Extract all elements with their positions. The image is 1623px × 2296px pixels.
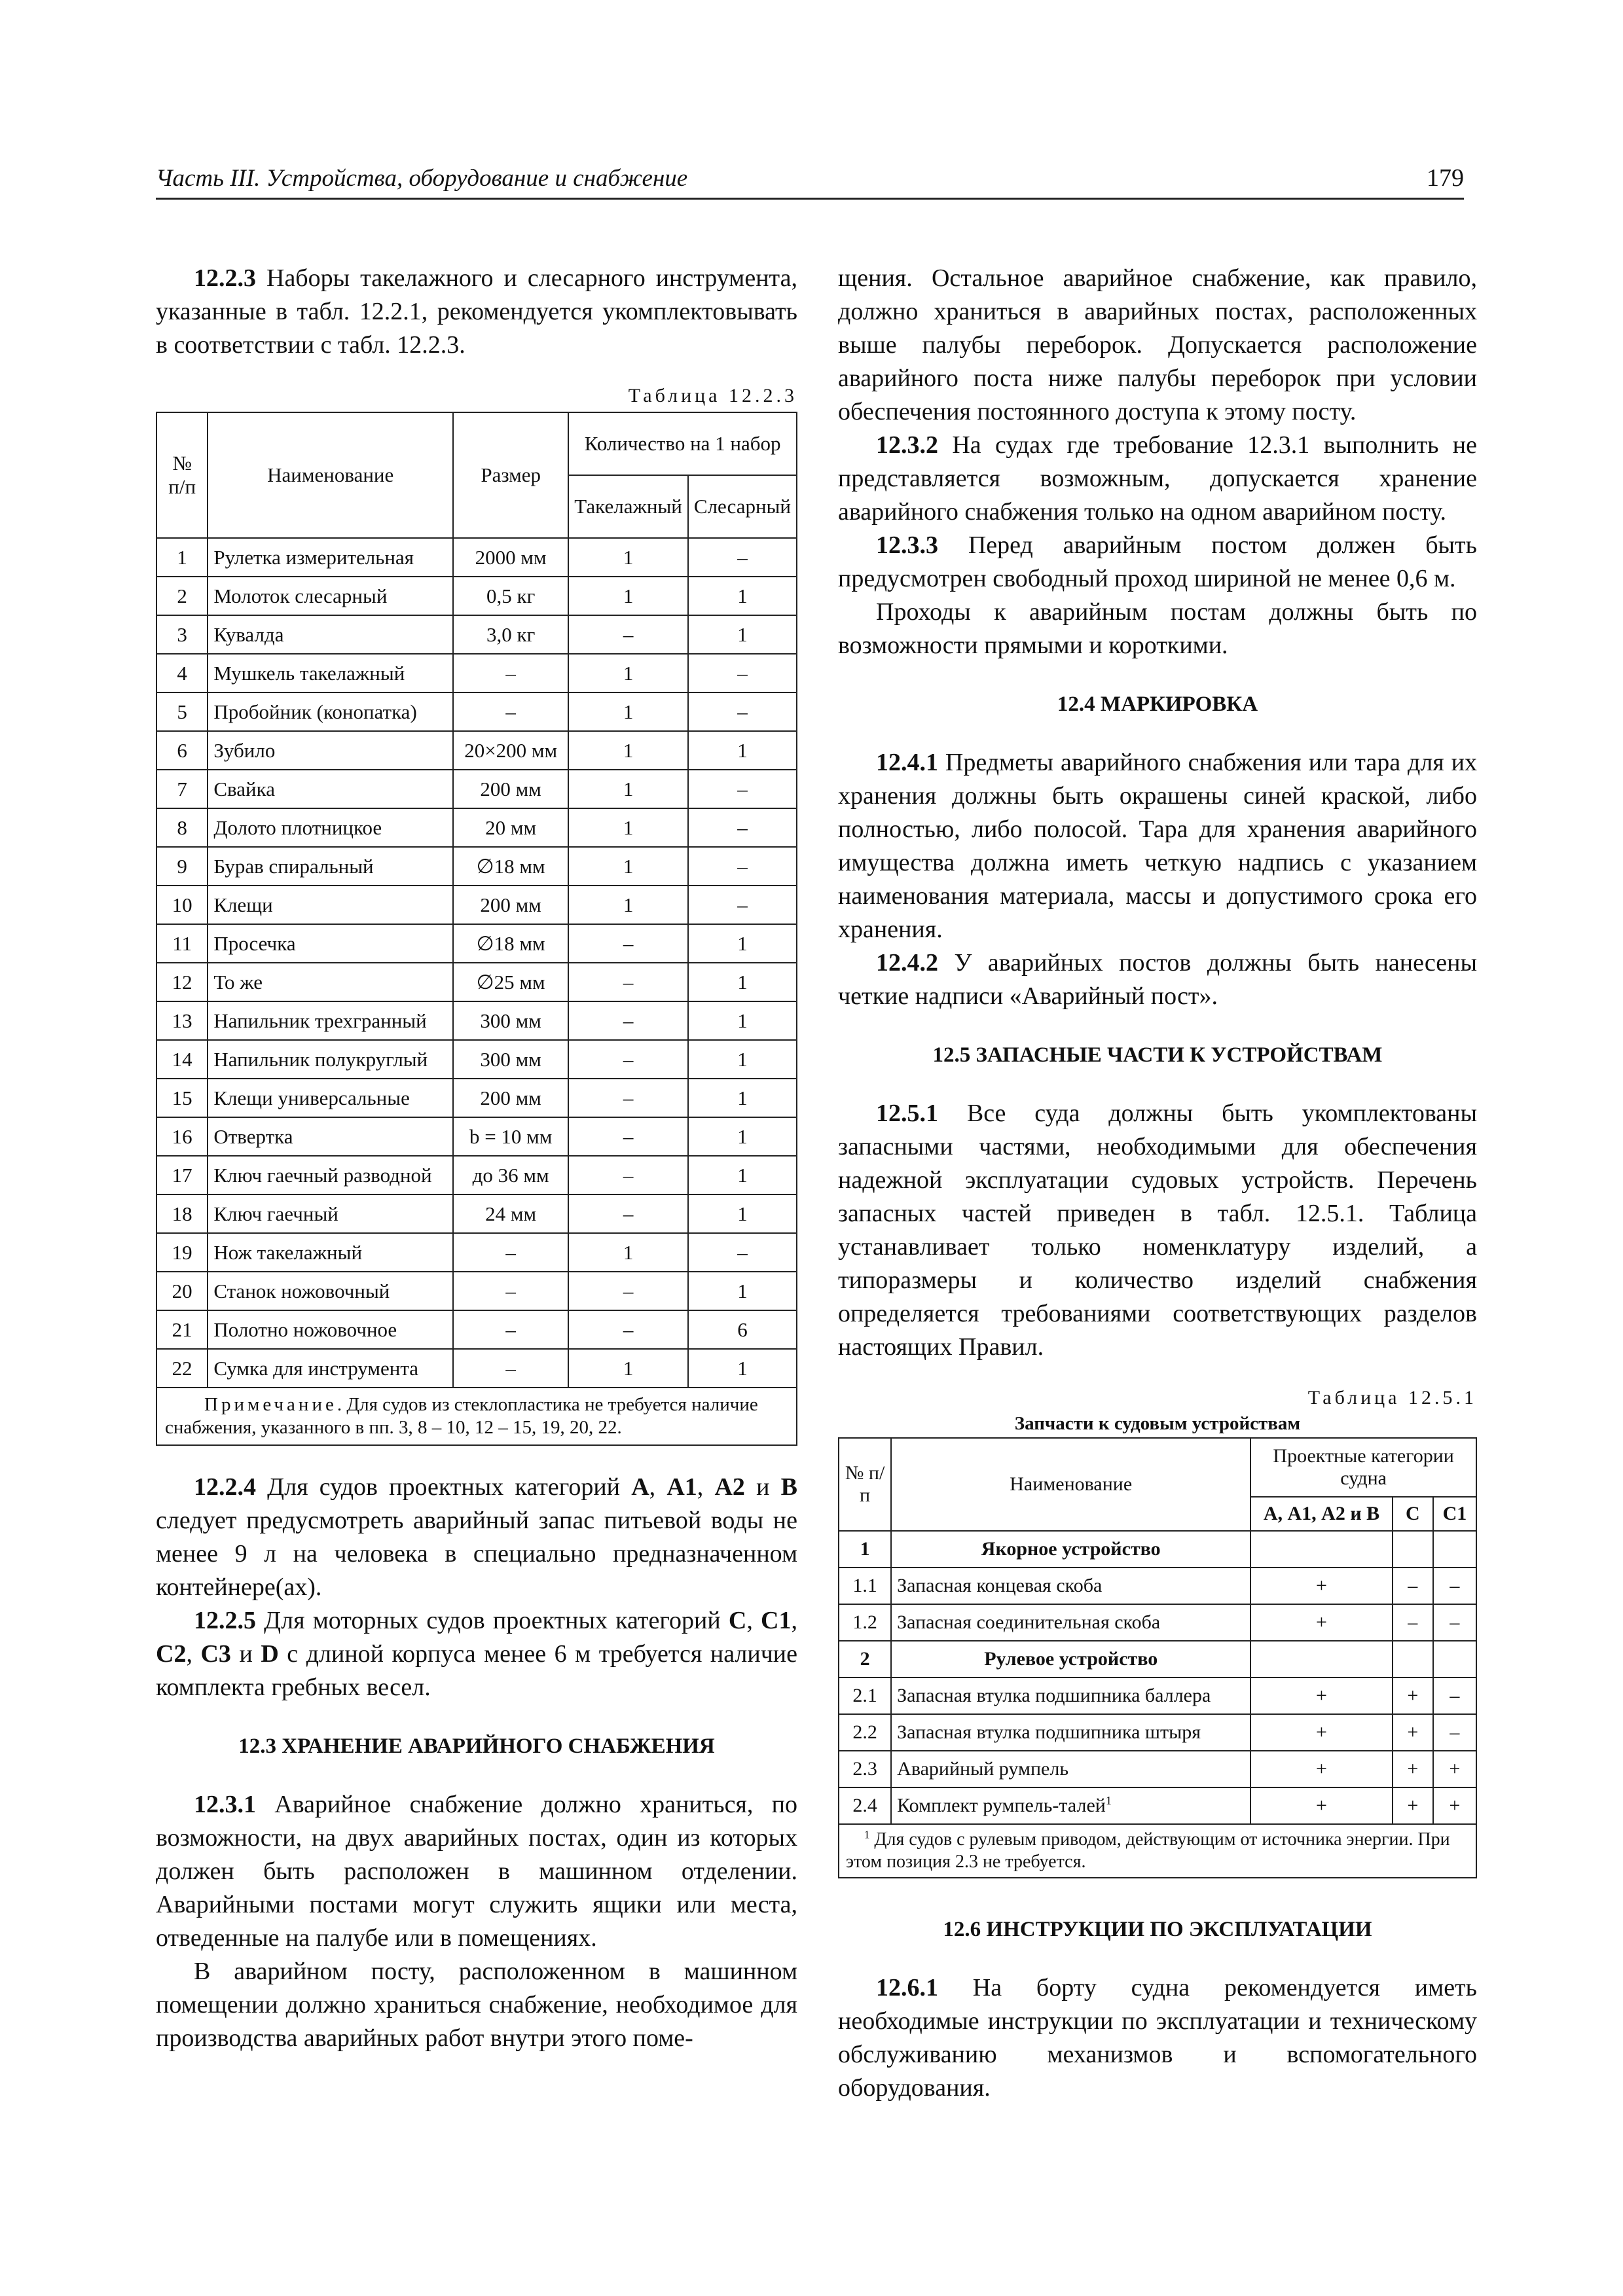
cell-rigging: 1 <box>568 1349 688 1388</box>
cell-size: ∅25 мм <box>453 963 568 1001</box>
paragraph-12-3-2 <box>838 429 1477 529</box>
page-number: 179 <box>1427 164 1464 192</box>
cell-name: Мушкель такелажный <box>208 654 453 692</box>
cell-size: ∅18 мм <box>453 847 568 886</box>
cell-num: 10 <box>156 886 208 924</box>
cell-locksmith: – <box>688 1233 797 1272</box>
footnote-mark: 1 <box>864 1828 870 1841</box>
header-categories: Проектные категории судна <box>1250 1438 1476 1497</box>
cell-rigging: 1 <box>568 886 688 924</box>
clause-number: 12.4.1 <box>876 749 938 776</box>
paragraph-12-6-1 <box>838 1971 1477 2105</box>
cell-size: b = 10 мм <box>453 1117 568 1156</box>
cell-cat-c: – <box>1393 1568 1433 1604</box>
table-row <box>156 1001 797 1040</box>
cell-size: – <box>453 654 568 692</box>
cell-name: Напильник трехгранный <box>208 1001 453 1040</box>
paragraph-12-3-1 <box>156 1788 797 1955</box>
cell-name: Молоток слесарный <box>208 577 453 615</box>
paragraph-12-2-3 <box>156 262 797 362</box>
cell-cat-c1: – <box>1433 1568 1476 1604</box>
running-header <box>156 157 1464 200</box>
table-row <box>156 731 797 770</box>
cell-locksmith: – <box>688 654 797 692</box>
note-text: . Для судов из стеклопластика не требуется наличие снабжения, указанного в пп. 3, 8 – 10, 12 – 15, 19, 20, 22. <box>165 1394 758 1438</box>
table-12-5-1-note <box>839 1824 1476 1878</box>
cell-name: Долото плотницкое <box>208 808 453 847</box>
header-name: Наименование <box>208 412 453 538</box>
table-row <box>839 1714 1476 1751</box>
cell-name: Сумка для инструмента <box>208 1349 453 1388</box>
cell-cat-c1: – <box>1433 1714 1476 1751</box>
cell-locksmith: 1 <box>688 577 797 615</box>
table-row <box>156 1040 797 1079</box>
cell-rigging: – <box>568 1156 688 1194</box>
cell-locksmith: 1 <box>688 1079 797 1117</box>
footnote-mark: 1 <box>1105 1794 1112 1807</box>
text: На судах где требование 12.3.1 выполнить не представляется возможным, допускается хранение аварийного снабжения только на одном аварийном посту. <box>838 431 1477 526</box>
cell-rigging: – <box>568 924 688 963</box>
cell-num: 11 <box>156 924 208 963</box>
left-column <box>156 262 797 2055</box>
cell-num: 19 <box>156 1233 208 1272</box>
paragraph-passages: Проходы к аварийным постам должны быть по возможности прямыми и короткими. <box>838 598 1477 659</box>
cell-cat-c: + <box>1393 1751 1433 1787</box>
cell-rigging: – <box>568 1040 688 1079</box>
header-cat-c1: С1 <box>1433 1497 1476 1531</box>
cell-cat-a: + <box>1250 1568 1392 1604</box>
cell-size: 200 мм <box>453 886 568 924</box>
paragraph-12-3-3 <box>838 529 1477 596</box>
cell-num: 2 <box>156 577 208 615</box>
cell-num: 16 <box>156 1117 208 1156</box>
cell-name: Просечка <box>208 924 453 963</box>
cell-locksmith: – <box>688 770 797 808</box>
paragraph-12-2-4: 12.2.4 Для судов проектных категорий А, А1, А2 и В следует предусмотреть аварийный запас питьевой воды не менее 9 л на человека в специально предназначенном контейнере(ах). <box>156 1473 798 1601</box>
cell-rigging: – <box>568 1272 688 1310</box>
cell-name <box>891 1787 1250 1824</box>
cell-num: 2.2 <box>839 1714 891 1751</box>
cell-text: Комплект румпель-талей <box>897 1795 1106 1816</box>
cell-rigging: – <box>568 1079 688 1117</box>
cell-rigging: 1 <box>568 731 688 770</box>
category: А <box>631 1473 649 1501</box>
group-name: Якорное устройство <box>891 1531 1250 1568</box>
paragraph-12-4-1 <box>838 746 1477 946</box>
cell-name: Запасная втулка подшипника штыря <box>891 1714 1250 1751</box>
clause-number: 12.4.2 <box>876 949 938 977</box>
cell-num: 21 <box>156 1310 208 1349</box>
table-12-2-3-body <box>156 538 797 1388</box>
cell-name: Рулетка измерительная <box>208 538 453 577</box>
cell-name: Свайка <box>208 770 453 808</box>
note-label: Примечание <box>204 1394 337 1415</box>
table-row <box>156 963 797 1001</box>
category: А2 <box>714 1473 745 1501</box>
cell-size: 200 мм <box>453 770 568 808</box>
header-name: Наименование <box>891 1438 1250 1531</box>
cell-num: 15 <box>156 1079 208 1117</box>
clause-number: 12.6.1 <box>876 1974 938 2001</box>
cell-name: Запасная втулка подшипника баллера <box>891 1677 1250 1714</box>
cell-locksmith: – <box>688 886 797 924</box>
cell-locksmith: 1 <box>688 924 797 963</box>
cell-size: 20×200 мм <box>453 731 568 770</box>
table-row <box>156 924 797 963</box>
cell-num: 1 <box>156 538 208 577</box>
table-row <box>156 654 797 692</box>
group-num: 1 <box>839 1531 891 1568</box>
cell-name: Зубило <box>208 731 453 770</box>
text: Предметы аварийного снабжения или тара для их хранения должны быть окрашены синей краской, либо полностью, либо полосой. Тара для хранения аварийного имущества должна иметь четкую надпись с указанием наименования материала, массы и допустимого срока его хранения. <box>838 749 1477 943</box>
category: С1 <box>761 1607 792 1634</box>
cell-num: 7 <box>156 770 208 808</box>
cell-name: Ключ гаечный разводной <box>208 1156 453 1194</box>
cell-num: 1.2 <box>839 1604 891 1641</box>
paragraph-machinery-post: В аварийном посту, расположенном в машинном помещении должно храниться снабжение, необходимое для производства аварийных работ внутри этого поме- <box>156 1958 797 2052</box>
cell-name: Пробойник (конопатка) <box>208 692 453 731</box>
cell-num: 9 <box>156 847 208 886</box>
table-row <box>156 808 797 847</box>
header-size: Размер <box>453 412 568 538</box>
table-row <box>156 1079 797 1117</box>
cell-rigging: 1 <box>568 654 688 692</box>
cell-num: 4 <box>156 654 208 692</box>
cell-name: Запасная соединительная скоба <box>891 1604 1250 1641</box>
clause-number: 12.3.3 <box>876 531 938 559</box>
cell-size: – <box>453 1310 568 1349</box>
cell-cat-a: + <box>1250 1787 1392 1824</box>
cell-rigging: 1 <box>568 692 688 731</box>
header-locksmith: Слесарный <box>688 475 797 538</box>
table-12-5-1 <box>838 1437 1477 1878</box>
table-group-row <box>839 1641 1476 1677</box>
cell-num: 3 <box>156 615 208 654</box>
table-row <box>156 1349 797 1388</box>
cell-name: Бурав спиральный <box>208 847 453 886</box>
paragraph-12-5-1 <box>838 1097 1477 1364</box>
cell-name: Напильник полукруглый <box>208 1040 453 1079</box>
table-row <box>839 1787 1476 1824</box>
cell-size: 200 мм <box>453 1079 568 1117</box>
cell-locksmith: 1 <box>688 1194 797 1233</box>
table-row <box>839 1568 1476 1604</box>
cell-cat-a: + <box>1250 1677 1392 1714</box>
cell-size: до 36 мм <box>453 1156 568 1194</box>
category: С2 <box>156 1640 187 1668</box>
cell-size: – <box>453 1272 568 1310</box>
table-row <box>156 615 797 654</box>
table-12-5-1-title: Запчасти к судовым устройствам <box>1014 1413 1301 1434</box>
clause-number: 12.2.4 <box>194 1473 256 1501</box>
cell-name: Кувалда <box>208 615 453 654</box>
cell-cat-a: + <box>1250 1751 1392 1787</box>
clause-number: 12.3.1 <box>194 1791 256 1818</box>
cell-locksmith: – <box>688 538 797 577</box>
paragraph-12-4-2 <box>838 946 1477 1013</box>
cell-locksmith: – <box>688 808 797 847</box>
section-heading-12-3: 12.3 ХРАНЕНИЕ АВАРИЙНОГО СНАБЖЕНИЯ <box>238 1734 715 1758</box>
cell-rigging: – <box>568 1117 688 1156</box>
cell-size: – <box>453 1349 568 1388</box>
cell-rigging: – <box>568 1001 688 1040</box>
cell-cat-a: + <box>1250 1714 1392 1751</box>
text: Для судов проектных категорий <box>256 1473 632 1501</box>
cell-size: 24 мм <box>453 1194 568 1233</box>
section-heading-12-5: 12.5 ЗАПАСНЫЕ ЧАСТИ К УСТРОЙСТВАМ <box>932 1043 1383 1067</box>
cell-size: – <box>453 692 568 731</box>
table-12-2-3 <box>156 412 797 1446</box>
table-row <box>156 1156 797 1194</box>
table-12-2-3-caption: Таблица 12.2.3 <box>628 385 797 406</box>
cell-cat-c1: – <box>1433 1677 1476 1714</box>
cell-locksmith: 1 <box>688 731 797 770</box>
text: Перед аварийным постом должен быть предусмотрен свободный проход шириной не менее 0,6 м. <box>838 531 1477 592</box>
cell-rigging: – <box>568 1194 688 1233</box>
cell-num: 6 <box>156 731 208 770</box>
text: У аварийных постов должны быть нанесены четкие надписи «Аварийный пост». <box>838 949 1477 1010</box>
cell-cat-a: + <box>1250 1604 1392 1641</box>
cell-num: 20 <box>156 1272 208 1310</box>
cell-cat-c1: + <box>1433 1751 1476 1787</box>
header-rigging: Такелажный <box>568 475 688 538</box>
right-column <box>838 262 1477 2105</box>
section-heading-12-6: 12.6 ИНСТРУКЦИИ ПО ЭКСПЛУАТАЦИИ <box>943 1918 1372 1941</box>
cell-num: 22 <box>156 1349 208 1388</box>
table-row <box>156 1310 797 1349</box>
cell-name: Полотно ножовочное <box>208 1310 453 1349</box>
cell-locksmith: 1 <box>688 963 797 1001</box>
header-qty: Количество на 1 набор <box>568 412 797 475</box>
cell-locksmith: – <box>688 692 797 731</box>
clause-number: 12.5.1 <box>876 1100 938 1127</box>
cell-locksmith: 1 <box>688 1156 797 1194</box>
table-row <box>839 1751 1476 1787</box>
cell-name: Клещи <box>208 886 453 924</box>
text: На борту судна рекомендуется иметь необходимые инструкции по эксплуатации и техническому обслуживанию механизмов и вспомогательного оборудования. <box>838 1974 1477 2102</box>
table-row <box>156 847 797 886</box>
category: С <box>728 1607 747 1634</box>
text: с длиной корпуса менее 6 м требуется наличие комплекта гребных весел. <box>156 1640 798 1701</box>
cell-num: 14 <box>156 1040 208 1079</box>
cell-rigging: 1 <box>568 770 688 808</box>
cell-locksmith: 1 <box>688 1349 797 1388</box>
cell-cat-c: + <box>1393 1787 1433 1824</box>
category: А1 <box>666 1473 697 1501</box>
paragraph-12-2-5: 12.2.5 Для моторных судов проектных категорий С, С1, С2, С3 и D с длиной корпуса менее 6 м требуется наличие комплекта гребных весел. <box>156 1607 798 1701</box>
table-row <box>156 886 797 924</box>
cell-cat-c: – <box>1393 1604 1433 1641</box>
text: Все суда должны быть укомплектованы запасными частями, необходимыми для обеспечения надежной эксплуатации судовых устройств. Перечень запасных частей приведен в табл. 12.5.1. Таблица устанавливает только номенклатуру изделий, а типоразмеры и количество изделий снабжения определяется требованиями соответствующих разделов настоящих Правил. <box>838 1100 1477 1361</box>
paragraph-continuation: щения. Остальное аварийное снабжение, как правило, должно храниться в аварийных постах, расположенных выше палубы переборок. Допускается расположение аварийного поста ниже палубы переборок при условии обеспечения постоянного доступа к этому посту. <box>838 264 1477 425</box>
text: следует предусмотреть аварийный запас питьевой воды не менее 9 л на человека в специально предназначенном контейнере(ах). <box>156 1507 797 1601</box>
note-text: Для судов с рулевым приводом, действующим от источника энергии. При этом позиция 2.3 не требуется. <box>846 1829 1450 1872</box>
cell-size: 20 мм <box>453 808 568 847</box>
paragraph-text: Наборы такелажного и слесарного инструмента, указанные в табл. 12.2.1, рекомендуется укомплектовывать в соответствии с табл. 12.2.3. <box>156 264 797 359</box>
table-row <box>156 692 797 731</box>
cell-size: 300 мм <box>453 1001 568 1040</box>
clause-number: 12.3.2 <box>876 431 938 459</box>
cell-locksmith: 1 <box>688 1040 797 1079</box>
group-name: Рулевое устройство <box>891 1641 1250 1677</box>
cell-cat-c1: – <box>1433 1604 1476 1641</box>
cell-cat-c: + <box>1393 1714 1433 1751</box>
group-num: 2 <box>839 1641 891 1677</box>
cell-size: – <box>453 1233 568 1272</box>
cell-num: 12 <box>156 963 208 1001</box>
cell-rigging: 1 <box>568 577 688 615</box>
cell-name: То же <box>208 963 453 1001</box>
table-12-2-3-note <box>156 1388 797 1445</box>
table-12-5-1-caption: Таблица 12.5.1 <box>1307 1387 1477 1408</box>
cell-size: ∅18 мм <box>453 924 568 963</box>
cell-name: Станок ножовочный <box>208 1272 453 1310</box>
table-row <box>156 1233 797 1272</box>
cell-num: 2.3 <box>839 1751 891 1787</box>
table-row <box>156 1194 797 1233</box>
text: Для моторных судов проектных категорий <box>256 1607 729 1634</box>
cell-name: Запасная концевая скоба <box>891 1568 1250 1604</box>
category: В <box>780 1473 798 1501</box>
cell-num: 1.1 <box>839 1568 891 1604</box>
table-row <box>839 1677 1476 1714</box>
cell-locksmith: 1 <box>688 1272 797 1310</box>
text: Аварийное снабжение должно храниться, по возможности, на двух аварийных постах, один из которых должен быть расположен в машинном отделении. Аварийными постами могут служить ящики или места, отведенные на палубе или в помещениях. <box>156 1791 797 1952</box>
text: и <box>744 1473 781 1501</box>
cell-num: 8 <box>156 808 208 847</box>
header-num: № п/п <box>156 412 208 538</box>
cell-num: 2.4 <box>839 1787 891 1824</box>
table-row <box>156 577 797 615</box>
clause-number: 12.2.3 <box>194 264 256 292</box>
section-heading-12-4: 12.4 МАРКИРОВКА <box>1057 692 1258 716</box>
table-row <box>156 770 797 808</box>
cell-locksmith: 6 <box>688 1310 797 1349</box>
cell-name: Отвертка <box>208 1117 453 1156</box>
table-group-row <box>839 1531 1476 1568</box>
cell-rigging: – <box>568 1310 688 1349</box>
cell-num: 13 <box>156 1001 208 1040</box>
running-header-title: Часть III. Устройства, оборудование и снабжение <box>156 165 688 192</box>
cell-size: 300 мм <box>453 1040 568 1079</box>
table-row <box>156 538 797 577</box>
cell-num: 17 <box>156 1156 208 1194</box>
cell-name: Нож такелажный <box>208 1233 453 1272</box>
table-row <box>839 1604 1476 1641</box>
cell-size: 3,0 кг <box>453 615 568 654</box>
cell-rigging: – <box>568 615 688 654</box>
cell-name: Клещи универсальные <box>208 1079 453 1117</box>
cell-locksmith: 1 <box>688 615 797 654</box>
cell-rigging: 1 <box>568 538 688 577</box>
cell-num: 2.1 <box>839 1677 891 1714</box>
cell-rigging: 1 <box>568 808 688 847</box>
cell-size: 2000 мм <box>453 538 568 577</box>
category: С3 <box>200 1640 231 1668</box>
table-row <box>156 1117 797 1156</box>
cell-name: Ключ гаечный <box>208 1194 453 1233</box>
table-row <box>156 1272 797 1310</box>
header-cat-c: С <box>1393 1497 1433 1531</box>
cell-num: 18 <box>156 1194 208 1233</box>
header-cat-a: А, А1, А2 и В <box>1250 1497 1392 1531</box>
cell-rigging: 1 <box>568 847 688 886</box>
cell-cat-c1: + <box>1433 1787 1476 1824</box>
cell-rigging: – <box>568 963 688 1001</box>
cell-locksmith: – <box>688 847 797 886</box>
cell-locksmith: 1 <box>688 1117 797 1156</box>
header-num: № п/п <box>839 1438 891 1531</box>
cell-num: 5 <box>156 692 208 731</box>
category: D <box>261 1640 279 1668</box>
cell-size: 0,5 кг <box>453 577 568 615</box>
cell-locksmith: 1 <box>688 1001 797 1040</box>
cell-rigging: 1 <box>568 1233 688 1272</box>
cell-name: Аварийный румпель <box>891 1751 1250 1787</box>
cell-cat-c: + <box>1393 1677 1433 1714</box>
clause-number: 12.2.5 <box>194 1607 256 1634</box>
